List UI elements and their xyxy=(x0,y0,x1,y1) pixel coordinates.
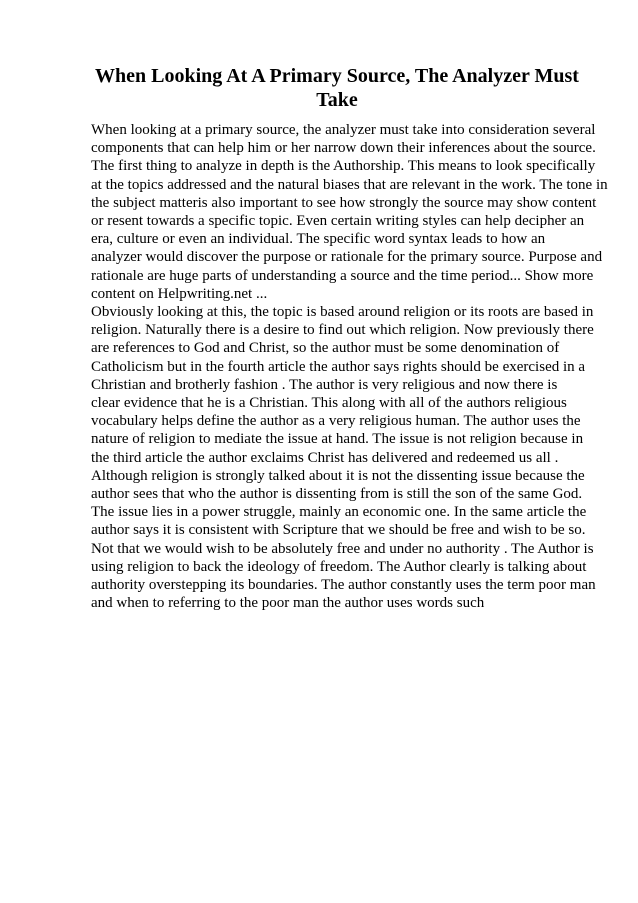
paragraph-2 xyxy=(91,303,596,612)
document-title: When Looking At A Primary Source, The Analyzer Must Take xyxy=(95,65,579,111)
document-body xyxy=(91,121,608,612)
text-line: analyzer would discover the purpose or rationale for the primary source. Purpose and xyxy=(91,249,603,266)
text-line: the third article the author exclaims Christ has delivered and redeemed us all . xyxy=(91,449,559,466)
text-line: rationale are huge parts of understanding a source and the time period... Show more xyxy=(91,267,594,284)
text-line: The first thing to analyze in depth is the Authorship. This means to look specifically xyxy=(91,158,596,175)
text-line: content on Helpwriting.net ... xyxy=(91,285,268,302)
text-line: author sees that who the author is dissenting from is still the son of the same God. xyxy=(91,486,583,503)
text-line: Although religion is strongly talked about it is not the dissenting issue because the xyxy=(91,467,585,484)
text-line: are references to God and Christ, so the author must be some denomination of xyxy=(91,340,560,357)
text-line: era, culture or even an individual. The specific word syntax leads to how an xyxy=(91,231,546,248)
text-line: or resent towards a specific topic. Even certain writing styles can help decipher an xyxy=(91,213,585,230)
text-line: components that can help him or her narrow down their inferences about the source. xyxy=(91,140,596,157)
text-line: clear evidence that he is a Christian. This along with all of the authors religious xyxy=(91,395,567,412)
text-line: religion. Naturally there is a desire to find out which religion. Now previously there xyxy=(91,322,594,339)
paragraph-1 xyxy=(91,121,608,303)
text-line: at the topics addressed and the natural biases that are relevant in the work. The tone in xyxy=(91,176,608,193)
text-line: using religion to back the ideology of freedom. The Author clearly is talking about xyxy=(91,558,587,575)
text-line: author says it is consistent with Scripture that we should be free and wish to be so. xyxy=(91,522,586,539)
text-line: Catholicism but in the fourth article the author says rights should be exercised in a xyxy=(91,358,586,375)
text-line: When looking at a primary source, the analyzer must take into consideration several xyxy=(91,122,596,138)
text-line: authority overstepping its boundaries. The author constantly uses the term poor man xyxy=(91,577,596,594)
text-line: The issue lies in a power struggle, mainly an economic one. In the same article the xyxy=(91,504,587,521)
text-line: nature of religion to mediate the issue at hand. The issue is not religion because in xyxy=(91,431,584,448)
text-line: and when to referring to the poor man the author uses words such xyxy=(91,595,485,612)
text-line: vocabulary helps define the author as a very religious human. The author uses the xyxy=(91,413,581,430)
text-line: Christian and brotherly fashion . The author is very religious and now there is xyxy=(91,376,558,393)
text-line: the subject matteris also important to see how strongly the source may show content xyxy=(91,194,597,211)
text-line: Obviously looking at this, the topic is based around religion or its roots are based in xyxy=(91,304,594,321)
text-line: Not that we would wish to be absolutely free and under no authority . The Author is xyxy=(91,540,594,557)
